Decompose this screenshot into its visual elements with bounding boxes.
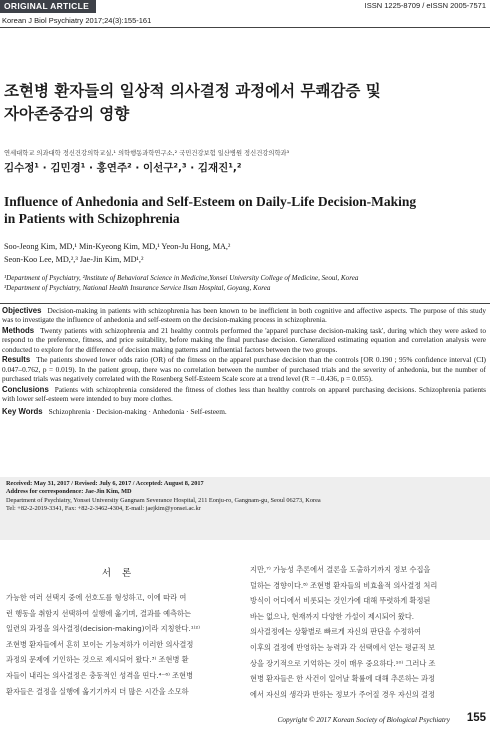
english-title (4, 193, 484, 227)
abstract-conclusions (2, 385, 486, 404)
article-info-box (0, 477, 490, 540)
results-text: The patients showed lower odds ratio (OR) of the fitness on the apparel purchase decision than the controls [OR 0.190 ; 95% confidence interval (CI) 0.047–0.762, p = 0.019). In the patient group, there was no correlation between the number of purchased trials and the severity of anhedonia, but the number of purchased trials was negatively correlated with the Rosenberg Self-Esteem Scale score at a trend level (R = –0.436, p = 0.055). (2, 355, 486, 384)
correspondence-author: Address for correspondence: Jae-Jin Kim, MD (6, 488, 132, 496)
korean-title-line: 자아존중감의 영향 (4, 105, 130, 123)
correspondence-contact: Tel: +82-2-2019-3341, Fax: +82-2-3462-4304, E-mail: jaejkim@yonsei.ac.kr (6, 504, 201, 512)
correspondence-address: Department of Psychiatry, Yonsei University Gangnam Severance Hospital, 211 Eonju-ro, Gangnam-gu, Seoul 06273, Korea (6, 496, 321, 504)
header-divider (0, 27, 490, 28)
body-line: 일련의 과정을 의사결정(decision-making)이라 지칭한다.¹⁾²⁾ (6, 624, 201, 634)
body-line: 환자들은 결정을 실행에 옮기기까지 더 많은 시간을 소모하 (6, 686, 189, 696)
author-line: Seon-Koo Lee, MD,²,³ Jae-Jin Kim, MD¹,² (4, 254, 144, 264)
methods-text: Twenty patients with schizophrenia and 21 healthy controls performed the 'apparel purchase decision-making task', during which they were asked to respond to the preference, fitness, and price suitability, before making the final purchase decision. Generalized estimating equation and correlation analysis were conducted to explore for the difference of decision making patterns and influential factors between the two groups. (2, 326, 486, 354)
affiliation-line: ¹Department of Psychiatry, ²Institute of Behavioral Science in Medicine,Yonsei University College of Medicine, Seoul, Korea (4, 274, 359, 282)
abstract-objectives (2, 306, 486, 325)
issn-line: ISSN 1225-8709 / eISSN 2005-7571 (364, 1, 486, 10)
conclusions-text: Patients with schizophrenia considered the fitness of clothes less than healthy controls on apparel purchasing decisions. Schizophrenia patients with lower self-esteem were intended to buy more clothes. (2, 384, 486, 404)
results-label: Results (2, 355, 31, 365)
keywords-text: Schizophrenia · Decision-making · Anhedonia · Self-esteem. (48, 407, 227, 417)
korean-authors: 김수정¹ · 김민경¹ · 홍연주² · 이선구²,³ · 김재진¹,² (4, 162, 242, 174)
article-type-badge: ORIGINAL ARTICLE (0, 0, 96, 13)
page-header (0, 0, 490, 26)
body-left-column (6, 590, 238, 699)
korean-title-line: 조현병 환자들의 일상적 의사결정 과정에서 무쾌감증 및 (4, 82, 381, 100)
keywords (2, 407, 486, 416)
body-line: 바는 없으나, 현재까지 다양한 가설이 제시되어 왔다. (250, 611, 415, 621)
abstract-divider (0, 303, 490, 304)
english-authors (4, 241, 230, 266)
korean-title (4, 80, 474, 126)
journal-citation: Korean J Biol Psychiatry 2017;24(3):155-161 (2, 16, 152, 25)
body-line: 지만,⁷⁾ 가능성 추론에서 결론을 도출하기까지 정보 수집을 (250, 565, 431, 574)
body-line: 현병 환자들은 한 사건이 일어날 확률에 대해 추론하는 과정 (250, 674, 435, 684)
conclusions-label: Conclusions (2, 384, 49, 394)
objectives-text: Decision-making in patients with schizophrenia has been known to be inefficient in both cognitive and affective aspects. The purpose of this study was to investigate the influence of anhedonia and self-esteem on the decision-making process in schizophrenia. (2, 306, 486, 325)
body-line: 이후의 결정에 반영하는 능력과 각 선택에서 얻는 평균적 보 (250, 642, 435, 652)
english-affiliations (4, 274, 358, 293)
body-line: 가능한 여러 선택지 중에 선호도를 형성하고, 이에 따라 여 (6, 593, 187, 602)
body-line: 의사결정에는 상황별로 빠르게 자신의 판단을 수정하여 (250, 627, 422, 637)
english-title-line: Influence of Anhedonia and Self-Esteem on Daily-Life Decision-Making (4, 194, 417, 209)
page-number: 155 (466, 712, 486, 724)
body-line: 자들이 내리는 의사결정은 충동적인 성격을 띤다.⁴⁻⁶⁾ 조현병 (6, 670, 194, 680)
abstract-results (2, 355, 486, 383)
objectives-label: Objectives (2, 306, 42, 315)
article-dates: Received: May 31, 2017 / Revised: July 6, 2017 / Accepted: August 8, 2017 (6, 480, 204, 487)
body-line: 덜하는 경향이다.⁸⁾ 조현병 환자들의 비효율적 의사결정 처리 (250, 580, 438, 590)
body-line: 조현병 환자들에서 흔히 보이는 기능저하가 이러한 의사결정 (6, 639, 194, 649)
body-line: 런 행동을 취함지 선택하여 실행에 옮기며, 결과를 예측하는 (6, 608, 191, 618)
abstract (2, 306, 486, 418)
abstract-methods (2, 326, 486, 354)
author-line: Soo-Jeong Kim, MD,¹ Min-Kyeong Kim, MD,¹ Yeon-Ju Hong, MA,² (4, 242, 231, 251)
english-title-line: in Patients with Schizophrenia (4, 211, 180, 226)
copyright: Copyright © 2017 Korean Society of Biological Psychiatry (277, 715, 450, 724)
body-line: 과정의 문제에 기인하는 것으로 제시되어 왔다.³⁾ 조현병 환 (6, 655, 189, 665)
body-line: 에서 자신의 생각과 반하는 정보가 주어질 경우 자신의 결정 (250, 689, 435, 699)
body-line: 방식이 어디에서 비롯되는 것인가에 대해 뚜렷하게 확정된 (250, 596, 431, 606)
methods-label: Methods (2, 326, 35, 336)
korean-affiliation: 연세대학교 의과대학 정신건강의학교실,¹ 의학행동과학연구소,² 국민건강보험 일산병원 정신건강의학과³ (4, 150, 290, 157)
introduction-heading: 서론 (101, 568, 143, 579)
body-line: 상을 장기적으로 기억하는 것이 매우 중요하다.¹⁰⁾ 그러나 조 (250, 658, 436, 668)
body-right-column (250, 562, 486, 702)
page-footer (0, 712, 490, 730)
keywords-label: Key Words (2, 407, 43, 417)
affiliation-line: ³Department of Psychiatry, National Health Insurance Service Ilsan Hospital, Goyang, Korea (4, 283, 271, 292)
